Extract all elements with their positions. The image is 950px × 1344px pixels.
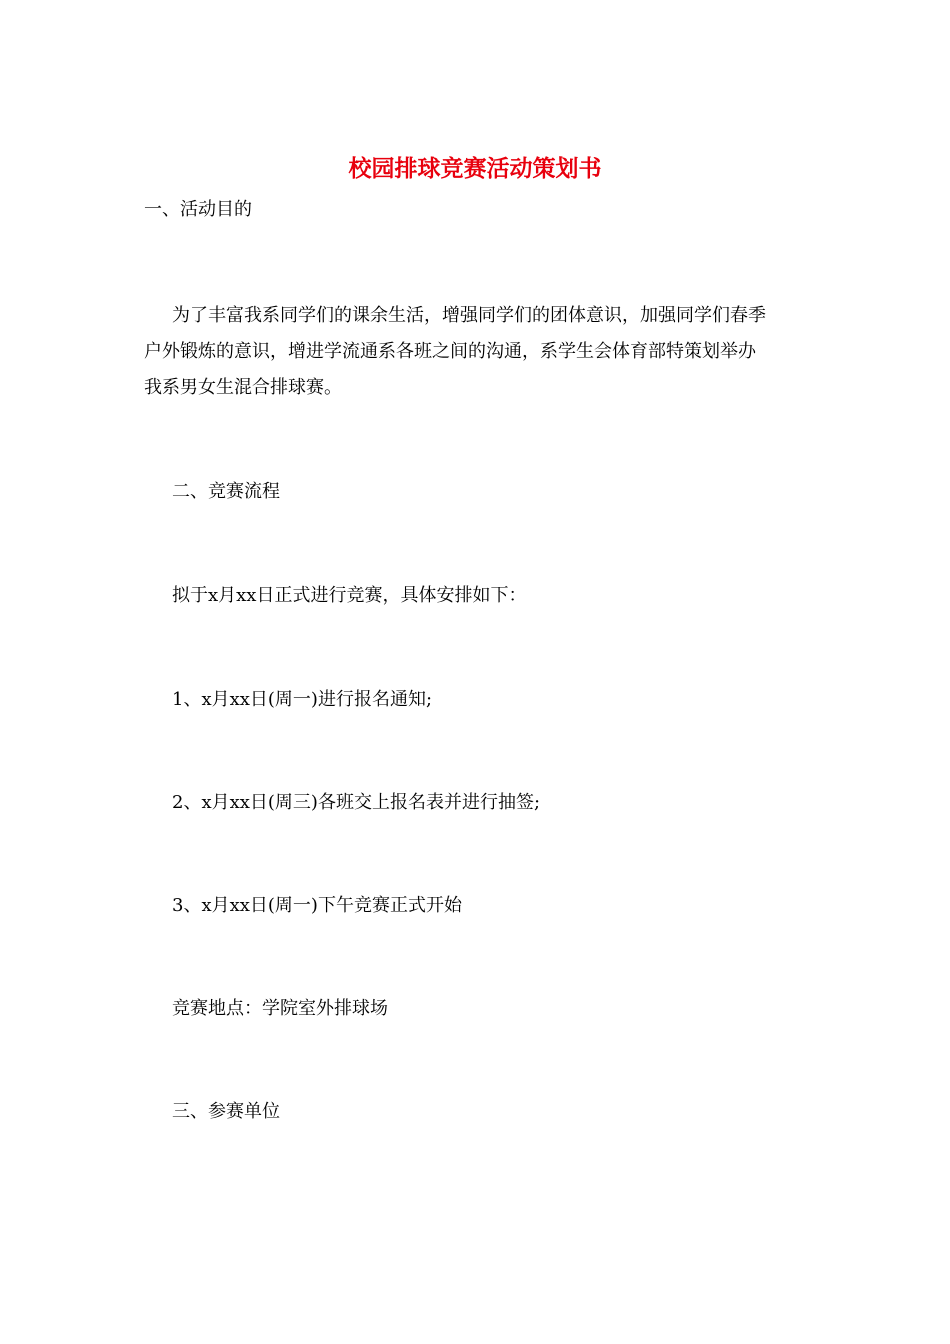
- purpose-line-1: 为了丰富我系同学们的课余生活，增强同学们的团体意识，加强同学们春季: [172, 305, 766, 326]
- section-heading-purpose: 一、活动目的: [144, 199, 252, 220]
- schedule-item: 1、x月xx日(周一)进行报名通知;: [172, 689, 433, 710]
- schedule-item: 3、x月xx日(周一)下午竞赛正式开始: [172, 895, 462, 916]
- section-heading-process: 二、竞赛流程: [172, 481, 280, 502]
- document-title: 校园排球竞赛活动策划书: [348, 155, 602, 182]
- schedule-intro: 拟于x月xx日正式进行竞赛，具体安排如下：: [172, 585, 527, 606]
- purpose-paragraph: [144, 298, 809, 406]
- schedule-item: 2、x月xx日(周三)各班交上报名表并进行抽签;: [172, 792, 541, 813]
- venue-line: 竞赛地点：学院室外排球场: [172, 998, 388, 1019]
- section-heading-participants: 三、参赛单位: [172, 1101, 280, 1122]
- purpose-line-2: 户外锻炼的意识，增进学流通系各班之间的沟通，系学生会体育部特策划举办: [144, 341, 756, 362]
- purpose-line-3: 我系男女生混合排球赛。: [144, 377, 342, 398]
